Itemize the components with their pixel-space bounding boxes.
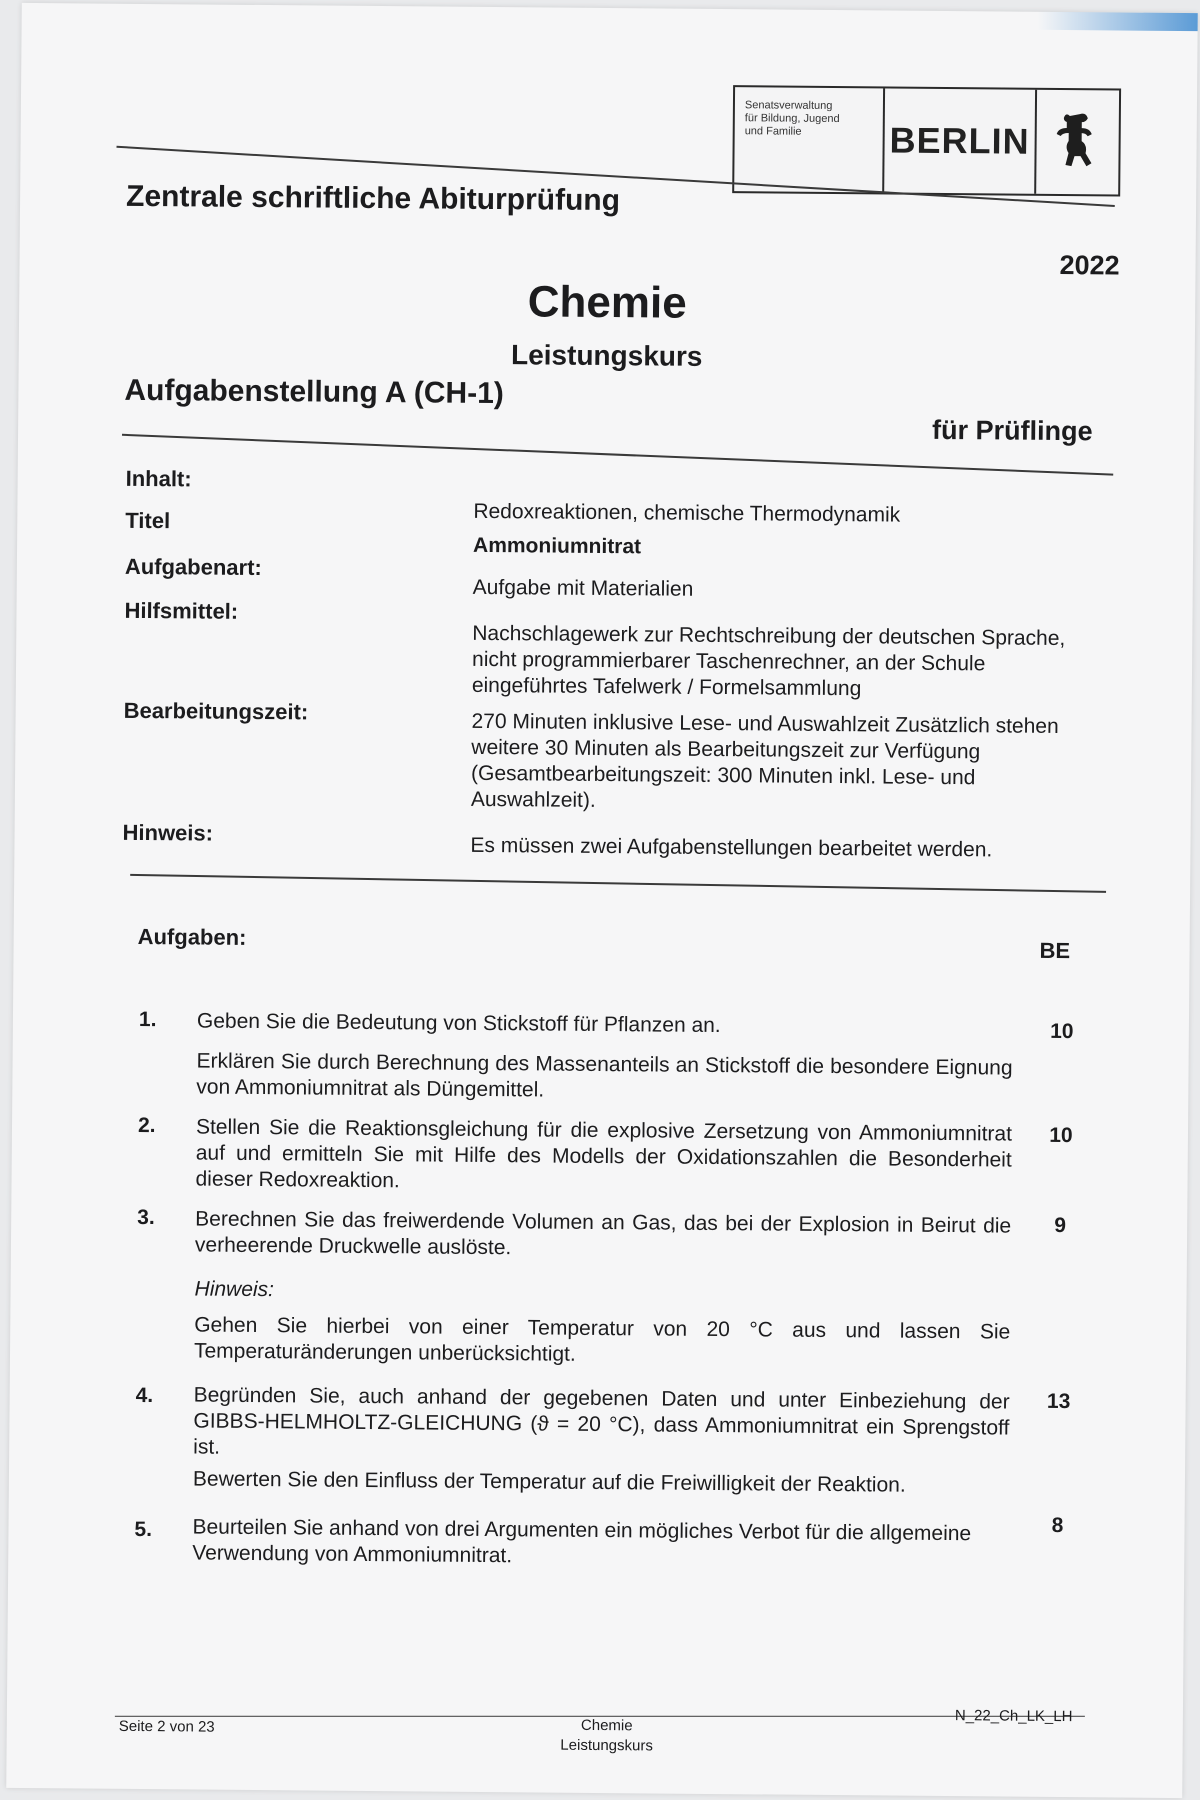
task-number: 1.: [138, 1007, 157, 1032]
info-value: Aufgabe mit Materialien: [472, 575, 694, 601]
authority-line: und Familie: [744, 125, 802, 138]
info-label: Inhalt:: [125, 465, 192, 492]
berlin-bear-icon: [1036, 90, 1119, 195]
task-set-title: Aufgabenstellung A (CH-1): [124, 373, 505, 411]
exam-title: Zentrale schriftliche Abiturprüfung: [125, 179, 621, 218]
task-text: Geben Sie die Bedeutung von Stickstoff für Pflanzen an.: [196, 1009, 721, 1038]
background-edge: [1038, 12, 1198, 31]
task-points: 10: [1049, 1123, 1073, 1148]
footer-course-line: Leistungskurs: [560, 1736, 653, 1755]
subject-title: Chemie: [527, 277, 687, 328]
footer-subject: [507, 1715, 707, 1757]
authority-line: für Bildung, Jugend: [744, 112, 840, 126]
info-bottom-rule: [130, 874, 1106, 893]
info-label: Hinweis:: [122, 819, 214, 846]
info-value: 270 Minuten inklusive Lese- und Auswahlzeit Zusätzlich stehen weitere 30 Minuten als Bearbeitungszeit zur Verfügung (Gesamtbearbeitungszeit: 300 Minuten inkl. Lese- und Auswahlzeit).: [470, 709, 1059, 812]
tasks-heading: Aufgaben:: [137, 923, 247, 950]
info-label: Hilfsmittel:: [124, 597, 239, 624]
footer-subject-line: Chemie: [580, 1716, 633, 1735]
task-points: 8: [1051, 1513, 1064, 1538]
task-text: Begründen Sie, auch anhand der gegebenen Daten und unter Einbeziehung der GIBBS-HELMHOLTZ-GLEICHUNG (ϑ = 20 °C), dass Ammoniumnitrat ein Sprengstoff ist.: [193, 1383, 1010, 1459]
exam-page: [6, 3, 1198, 1798]
points-heading: BE: [1039, 937, 1071, 964]
task-number: 4.: [135, 1383, 154, 1408]
info-label: Titel: [125, 507, 171, 534]
authority-line: Senatsverwaltung: [744, 99, 833, 112]
task-number: 3.: [137, 1205, 155, 1230]
task-text: Erklären Sie durch Berechnung des Massenanteils an Stickstoff die besondere Eignung von Ammoniumnitrat als Düngemittel.: [196, 1049, 1013, 1102]
info-value: Redoxreaktionen, chemische Thermodynamik: [473, 499, 901, 527]
berlin-logo: [732, 85, 1121, 196]
task-text: Stellen Sie die Reaktionsgleichung für die explosive Zersetzung von Ammoniumnitrat auf und ermitteln Sie mit Hilfe des Modells der Oxidationszahlen die Besonderheit dieser Redoxreaktion.: [195, 1115, 1013, 1193]
task-note-text: Gehen Sie hierbei von einer Temperatur von 20 °C aus und lassen Sie Temperaturänderungen unberücksichtigt.: [193, 1313, 1011, 1366]
audience-label: für Prüflinge: [931, 414, 1093, 447]
task-text: Beurteilen Sie anhand von drei Argumenten ein mögliches Verbot für die allgemeine Verwendung von Ammoniumnitrat.: [192, 1515, 972, 1568]
task-points: 9: [1054, 1213, 1067, 1238]
task-points: 10: [1050, 1019, 1074, 1044]
exam-year: 2022: [1059, 249, 1120, 281]
document-code: N_22_Ch_LK_LH: [954, 1707, 1073, 1726]
info-label: Bearbeitungszeit:: [123, 697, 309, 725]
task-number: 5.: [134, 1517, 153, 1542]
task-text: Berechnen Sie das freiwerdende Volumen an Gas, das bei der Explosion in Beirut die verheerende Druckwelle auslöste.: [194, 1207, 1012, 1260]
city-name: BERLIN: [884, 88, 1037, 193]
info-value: Nachschlagewerk zur Rechtschreibung der deutschen Sprache, nicht programmierbarer Taschenrechner, an der Schule eingeführtes Tafelwerk / Formelsammlung: [471, 621, 1066, 701]
task-text: Bewerten Sie den Einfluss der Temperatur auf die Freiwilligkeit der Reaktion.: [192, 1467, 906, 1497]
task-number: 2.: [137, 1113, 156, 1138]
info-label: Aufgabenart:: [124, 553, 262, 581]
course-title: Leistungskurs: [510, 339, 703, 372]
page-number: Seite 2 von 23: [118, 1717, 215, 1736]
info-value: Es müssen zwei Aufgabenstellungen bearbeitet werden.: [470, 833, 993, 862]
task-note-label: Hinweis:: [194, 1277, 275, 1302]
task-points: 13: [1046, 1389, 1071, 1414]
authority-name: [734, 87, 885, 192]
info-value: Ammoniumnitrat: [472, 533, 642, 559]
